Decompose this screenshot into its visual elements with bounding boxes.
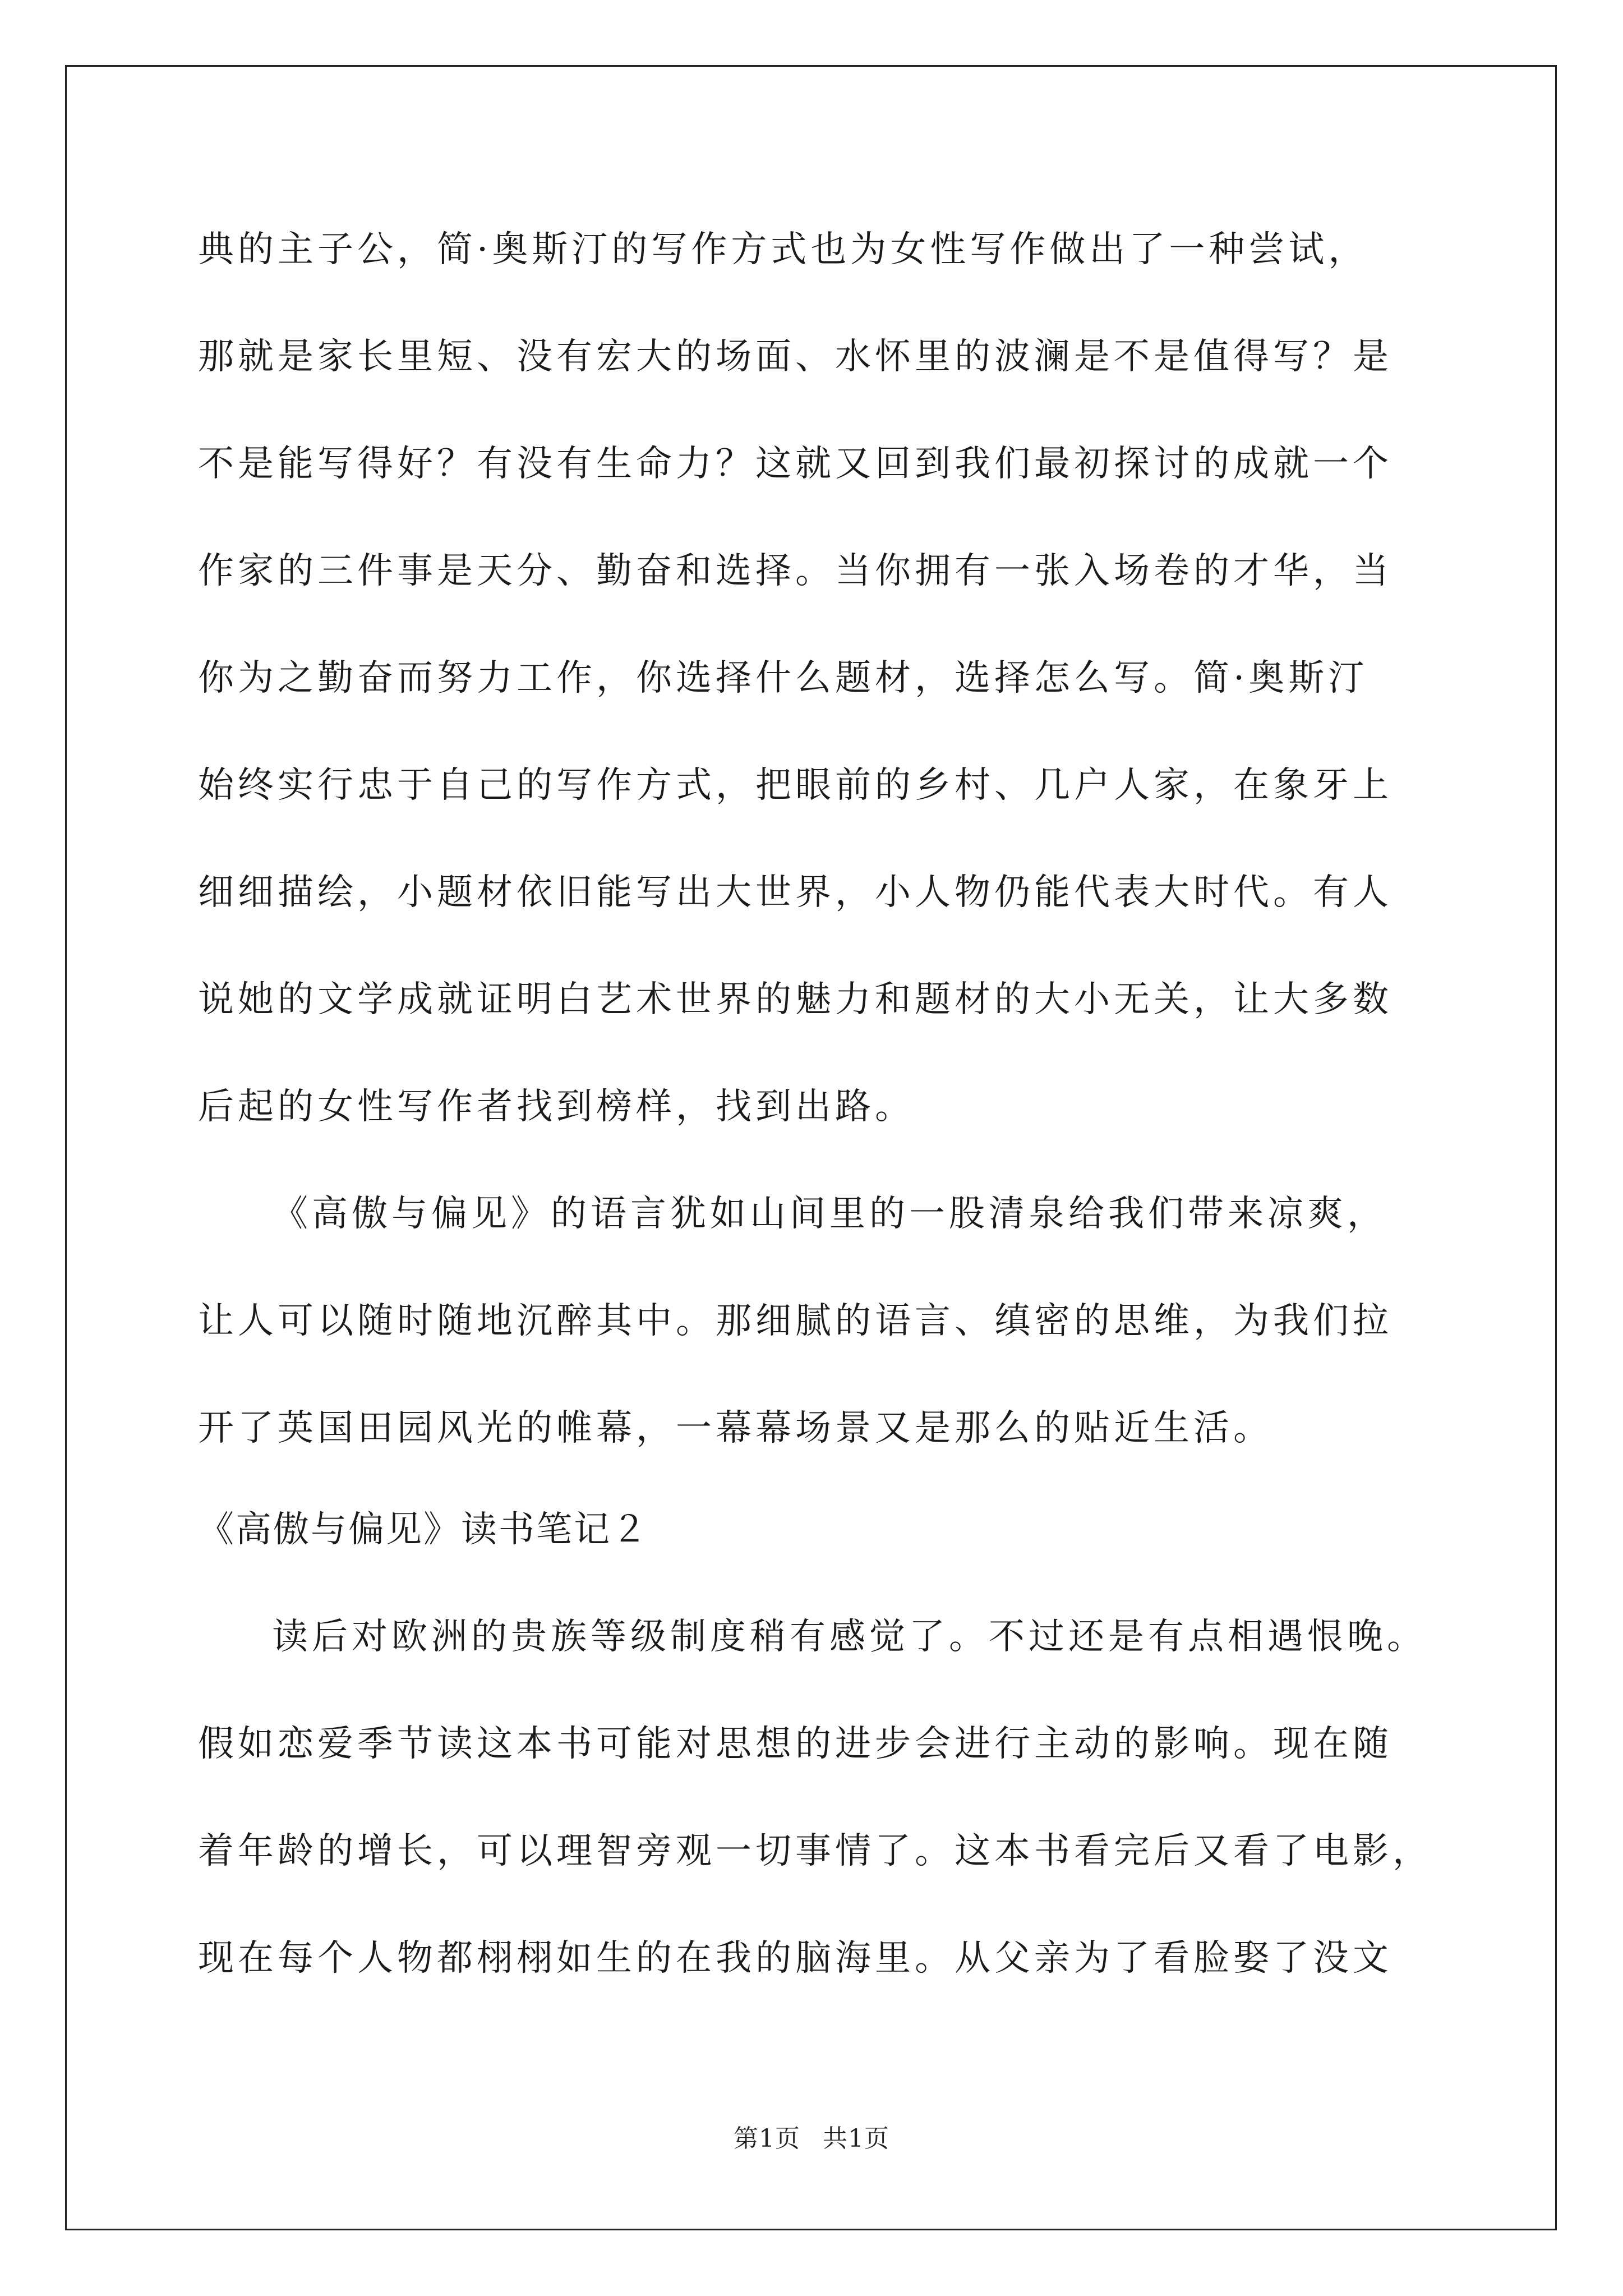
paragraph-1-line-5: 你为之勤奋而努力工作，你选择什么题材，选择怎么写。简·奥斯汀 [198, 657, 1368, 699]
page-footer [0, 2123, 1623, 2155]
page-number: 第1页 [734, 2124, 800, 2153]
paragraph-3-line-2: 假如恋爱季节读这本书可能对思想的进步会进行主动的影响。现在随 [198, 1723, 1393, 1765]
paragraph-1-line-7: 细细描绘，小题材依旧能写出大世界，小人物仍能代表大时代。有人 [198, 872, 1393, 913]
paragraph-2-line-2: 让人可以随时随地沉醉其中。那细腻的语言、缜密的思维，为我们拉 [198, 1300, 1393, 1342]
paragraph-3-line-1: 读后对欧洲的贵族等级制度稍有感觉了。不过还是有点相遇恨晚。 [272, 1616, 1427, 1658]
paragraph-1-line-4: 作家的三件事是天分、勤奋和选择。当你拥有一张入场卷的才华，当 [198, 550, 1393, 592]
paragraph-1-line-2: 那就是家长里短、没有宏大的场面、水怀里的波澜是不是值得写？是 [198, 336, 1393, 378]
paragraph-1-line-1: 典的主子公，简·奥斯汀的写作方式也为女性写作做出了一种尝试， [198, 229, 1368, 270]
page-frame [65, 65, 1557, 2230]
paragraph-2-line-3: 开了英国田园风光的帷幕，一幕幕场景又是那么的贴近生活。 [198, 1407, 1273, 1449]
paragraph-2-line-1: 《高傲与偏见》的语言犹如山间里的一股清泉给我们带来凉爽， [272, 1193, 1387, 1235]
paragraph-3-line-3: 着年龄的增长，可以理智旁观一切事情了。这本书看完后又看了电影， [198, 1830, 1432, 1872]
paragraph-1-line-8: 说她的文学成就证明白艺术世界的魅力和题材的大小无关，让大多数 [198, 979, 1393, 1020]
paragraph-1-line-9: 后起的女性写作者找到榜样，找到出路。 [198, 1086, 915, 1128]
paragraph-3-line-4: 现在每个人物都栩栩如生的在我的脑海里。从父亲为了看脸娶了没文 [198, 1938, 1393, 1979]
paragraph-1-line-6: 始终实行忠于自己的写作方式，把眼前的乡村、几户人家，在象牙上 [198, 765, 1393, 806]
page-total: 共1页 [823, 2124, 889, 2153]
section-heading: 《高傲与偏见》读书笔记２ [198, 1509, 649, 1550]
paragraph-1-line-3: 不是能写得好？有没有生命力？这就又回到我们最初探讨的成就一个 [198, 443, 1393, 485]
